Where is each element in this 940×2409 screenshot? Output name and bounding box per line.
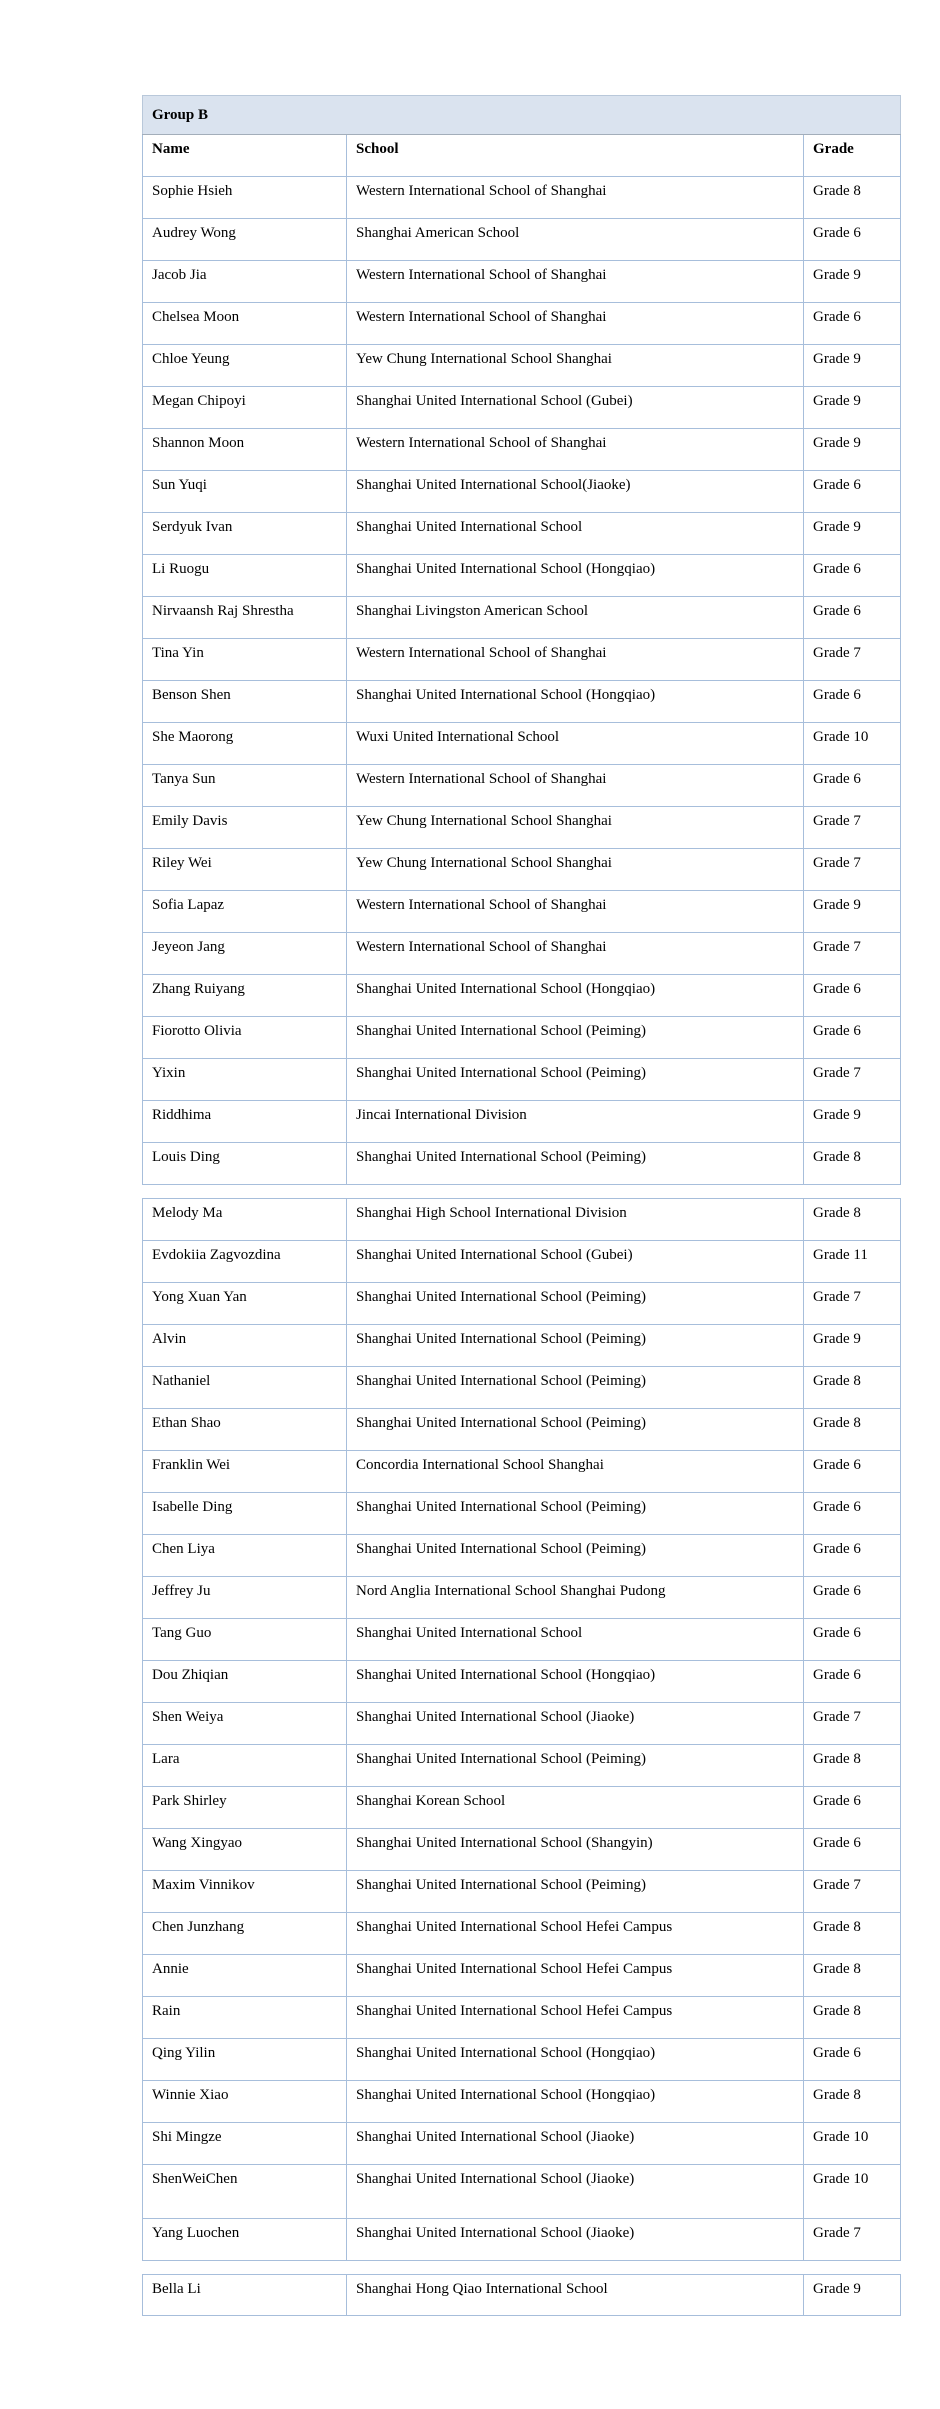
table-row	[143, 2165, 901, 2219]
school-cell: Yew Chung International School Shanghai	[347, 807, 804, 849]
grade-cell: Grade 8	[804, 1745, 901, 1787]
table-row	[143, 1745, 901, 1787]
table-row	[143, 1661, 901, 1703]
grade-cell: Grade 7	[804, 849, 901, 891]
group-b-table-part-1	[142, 95, 901, 1185]
name-cell: Li Ruogu	[143, 555, 347, 597]
grade-cell: Grade 6	[804, 471, 901, 513]
name-cell: Sofia Lapaz	[143, 891, 347, 933]
name-cell: Benson Shen	[143, 681, 347, 723]
school-cell: Western International School of Shanghai	[347, 933, 804, 975]
column-header-row	[143, 135, 901, 177]
grade-cell: Grade 9	[804, 1101, 901, 1143]
name-cell: Chloe Yeung	[143, 345, 347, 387]
grade-cell: Grade 6	[804, 303, 901, 345]
table-row	[143, 219, 901, 261]
table-row	[143, 891, 901, 933]
rows-part-3	[143, 2275, 901, 2316]
school-cell: Shanghai United International School (Hongqiao)	[347, 2081, 804, 2123]
name-cell: Riley Wei	[143, 849, 347, 891]
grade-cell: Grade 7	[804, 2219, 901, 2261]
name-cell: Park Shirley	[143, 1787, 347, 1829]
school-cell: Shanghai United International School (Peiming)	[347, 1059, 804, 1101]
school-cell: Western International School of Shanghai	[347, 639, 804, 681]
name-cell: Yixin	[143, 1059, 347, 1101]
column-header-school: School	[347, 135, 804, 177]
name-cell: Evdokiia Zagvozdina	[143, 1241, 347, 1283]
table-row	[143, 1535, 901, 1577]
group-b-table-area	[142, 95, 900, 2316]
name-cell: Shi Mingze	[143, 2123, 347, 2165]
school-cell: Shanghai Hong Qiao International School	[347, 2275, 804, 2316]
grade-cell: Grade 6	[804, 555, 901, 597]
table-row	[143, 1577, 901, 1619]
school-cell: Shanghai United International School (Jiaoke)	[347, 2219, 804, 2261]
table-row	[143, 471, 901, 513]
school-cell: Shanghai United International School	[347, 513, 804, 555]
school-cell: Shanghai United International School (Peiming)	[347, 1493, 804, 1535]
school-cell: Shanghai United International School (Peiming)	[347, 1367, 804, 1409]
table-row	[143, 2081, 901, 2123]
table-row	[143, 1017, 901, 1059]
name-cell: Shen Weiya	[143, 1703, 347, 1745]
school-cell: Shanghai United International School (Peiming)	[347, 1143, 804, 1185]
name-cell: Ethan Shao	[143, 1409, 347, 1451]
school-cell: Shanghai United International School (Hongqiao)	[347, 1661, 804, 1703]
grade-cell: Grade 6	[804, 1017, 901, 1059]
name-cell: Megan Chipoyi	[143, 387, 347, 429]
grade-cell: Grade 8	[804, 1997, 901, 2039]
table-row	[143, 1829, 901, 1871]
grade-cell: Grade 6	[804, 1829, 901, 1871]
school-cell: Shanghai United International School (Hongqiao)	[347, 975, 804, 1017]
name-cell: Tina Yin	[143, 639, 347, 681]
table-row	[143, 1325, 901, 1367]
grade-cell: Grade 8	[804, 177, 901, 219]
school-cell: Shanghai United International School (Shangyin)	[347, 1829, 804, 1871]
rows-part-2	[143, 1199, 901, 2261]
school-cell: Shanghai United International School (Peiming)	[347, 1325, 804, 1367]
grade-cell: Grade 6	[804, 765, 901, 807]
school-cell: Yew Chung International School Shanghai	[347, 849, 804, 891]
school-cell: Shanghai United International School(Jiaoke)	[347, 471, 804, 513]
name-cell: ShenWeiChen	[143, 2165, 347, 2219]
table-row	[143, 2219, 901, 2261]
grade-cell: Grade 9	[804, 261, 901, 303]
name-cell: Tanya Sun	[143, 765, 347, 807]
table-row	[143, 597, 901, 639]
group-title: Group B	[143, 96, 901, 135]
school-cell: Shanghai United International School (Hongqiao)	[347, 555, 804, 597]
grade-cell: Grade 10	[804, 723, 901, 765]
table-row	[143, 723, 901, 765]
school-cell: Concordia International School Shanghai	[347, 1451, 804, 1493]
school-cell: Wuxi United International School	[347, 723, 804, 765]
table-row	[143, 849, 901, 891]
name-cell: Emily Davis	[143, 807, 347, 849]
table-row	[143, 1367, 901, 1409]
grade-cell: Grade 7	[804, 807, 901, 849]
table-row	[143, 177, 901, 219]
school-cell: Shanghai United International School (Gubei)	[347, 387, 804, 429]
table-row	[143, 681, 901, 723]
name-cell: Qing Yilin	[143, 2039, 347, 2081]
name-cell: Serdyuk Ivan	[143, 513, 347, 555]
school-cell: Shanghai United International School (Peiming)	[347, 1871, 804, 1913]
name-cell: Shannon Moon	[143, 429, 347, 471]
school-cell: Western International School of Shanghai	[347, 261, 804, 303]
school-cell: Shanghai United International School (Gubei)	[347, 1241, 804, 1283]
school-cell: Shanghai United International School (Peiming)	[347, 1283, 804, 1325]
table-row	[143, 555, 901, 597]
grade-cell: Grade 6	[804, 1661, 901, 1703]
grade-cell: Grade 6	[804, 1619, 901, 1661]
grade-cell: Grade 6	[804, 2039, 901, 2081]
name-cell: Bella Li	[143, 2275, 347, 2316]
school-cell: Shanghai United International School (Hongqiao)	[347, 2039, 804, 2081]
name-cell: Dou Zhiqian	[143, 1661, 347, 1703]
grade-cell: Grade 7	[804, 639, 901, 681]
grade-cell: Grade 6	[804, 1787, 901, 1829]
name-cell: Melody Ma	[143, 1199, 347, 1241]
name-cell: Wang Xingyao	[143, 1829, 347, 1871]
table-row	[143, 1703, 901, 1745]
school-cell: Shanghai United International School	[347, 1619, 804, 1661]
school-cell: Western International School of Shanghai	[347, 303, 804, 345]
table-row	[143, 1997, 901, 2039]
table-row	[143, 429, 901, 471]
table-row	[143, 345, 901, 387]
school-cell: Shanghai United International School (Peiming)	[347, 1409, 804, 1451]
table-row	[143, 1913, 901, 1955]
table-row	[143, 1451, 901, 1493]
table-row	[143, 387, 901, 429]
grade-cell: Grade 6	[804, 681, 901, 723]
name-cell: Yang Luochen	[143, 2219, 347, 2261]
grade-cell: Grade 9	[804, 345, 901, 387]
name-cell: Winnie Xiao	[143, 2081, 347, 2123]
table-row	[143, 303, 901, 345]
school-cell: Shanghai United International School Hefei Campus	[347, 1955, 804, 1997]
name-cell: Jeffrey Ju	[143, 1577, 347, 1619]
name-cell: Lara	[143, 1745, 347, 1787]
name-cell: Jacob Jia	[143, 261, 347, 303]
table-row	[143, 261, 901, 303]
table-row	[143, 1871, 901, 1913]
name-cell: Chen Junzhang	[143, 1913, 347, 1955]
school-cell: Shanghai United International School Hefei Campus	[347, 1997, 804, 2039]
table-row	[143, 1059, 901, 1101]
grade-cell: Grade 8	[804, 1143, 901, 1185]
school-cell: Shanghai High School International Division	[347, 1199, 804, 1241]
grade-cell: Grade 9	[804, 429, 901, 471]
school-cell: Shanghai United International School (Hongqiao)	[347, 681, 804, 723]
grade-cell: Grade 7	[804, 1703, 901, 1745]
school-cell: Shanghai United International School (Peiming)	[347, 1535, 804, 1577]
name-cell: She Maorong	[143, 723, 347, 765]
grade-cell: Grade 7	[804, 933, 901, 975]
column-header-grade: Grade	[804, 135, 901, 177]
grade-cell: Grade 7	[804, 1871, 901, 1913]
table-row	[143, 1955, 901, 1997]
grade-cell: Grade 8	[804, 1199, 901, 1241]
name-cell: Annie	[143, 1955, 347, 1997]
grade-cell: Grade 6	[804, 1493, 901, 1535]
name-cell: Audrey Wong	[143, 219, 347, 261]
grade-cell: Grade 7	[804, 1283, 901, 1325]
school-cell: Jincai International Division	[347, 1101, 804, 1143]
grade-cell: Grade 6	[804, 975, 901, 1017]
table-row	[143, 1409, 901, 1451]
grade-cell: Grade 9	[804, 387, 901, 429]
school-cell: Shanghai United International School (Jiaoke)	[347, 2123, 804, 2165]
grade-cell: Grade 9	[804, 1325, 901, 1367]
table-row	[143, 1619, 901, 1661]
table-row	[143, 1101, 901, 1143]
name-cell: Fiorotto Olivia	[143, 1017, 347, 1059]
grade-cell: Grade 6	[804, 597, 901, 639]
grade-cell: Grade 8	[804, 1913, 901, 1955]
school-cell: Shanghai United International School (Jiaoke)	[347, 2165, 804, 2219]
grade-cell: Grade 9	[804, 891, 901, 933]
school-cell: Western International School of Shanghai	[347, 765, 804, 807]
grade-cell: Grade 8	[804, 2081, 901, 2123]
grade-cell: Grade 8	[804, 1409, 901, 1451]
table-row	[143, 975, 901, 1017]
group-title-row	[143, 96, 901, 135]
name-cell: Jeyeon Jang	[143, 933, 347, 975]
school-cell: Shanghai Korean School	[347, 1787, 804, 1829]
table-row	[143, 2039, 901, 2081]
grade-cell: Grade 8	[804, 1367, 901, 1409]
grade-cell: Grade 9	[804, 2275, 901, 2316]
grade-cell: Grade 9	[804, 513, 901, 555]
column-header-name: Name	[143, 135, 347, 177]
grade-cell: Grade 6	[804, 1535, 901, 1577]
table-row	[143, 933, 901, 975]
school-cell: Shanghai United International School (Peiming)	[347, 1745, 804, 1787]
school-cell: Nord Anglia International School Shanghai Pudong	[347, 1577, 804, 1619]
name-cell: Yong Xuan Yan	[143, 1283, 347, 1325]
school-cell: Shanghai United International School Hefei Campus	[347, 1913, 804, 1955]
grade-cell: Grade 6	[804, 1451, 901, 1493]
table-row	[143, 1787, 901, 1829]
name-cell: Sophie Hsieh	[143, 177, 347, 219]
table-row	[143, 1283, 901, 1325]
name-cell: Louis Ding	[143, 1143, 347, 1185]
table-row	[143, 1241, 901, 1283]
table-row	[143, 513, 901, 555]
grade-cell: Grade 11	[804, 1241, 901, 1283]
table-row	[143, 765, 901, 807]
name-cell: Tang Guo	[143, 1619, 347, 1661]
table-row	[143, 807, 901, 849]
school-cell: Western International School of Shanghai	[347, 429, 804, 471]
name-cell: Rain	[143, 1997, 347, 2039]
grade-cell: Grade 7	[804, 1059, 901, 1101]
name-cell: Chen Liya	[143, 1535, 347, 1577]
table-row	[143, 2123, 901, 2165]
table-row	[143, 2275, 901, 2316]
table-row	[143, 1199, 901, 1241]
school-cell: Western International School of Shanghai	[347, 177, 804, 219]
school-cell: Shanghai United International School (Peiming)	[347, 1017, 804, 1059]
table-row	[143, 1493, 901, 1535]
school-cell: Shanghai United International School (Jiaoke)	[347, 1703, 804, 1745]
name-cell: Nathaniel	[143, 1367, 347, 1409]
grade-cell: Grade 6	[804, 219, 901, 261]
name-cell: Nirvaansh Raj Shrestha	[143, 597, 347, 639]
name-cell: Riddhima	[143, 1101, 347, 1143]
name-cell: Maxim Vinnikov	[143, 1871, 347, 1913]
group-b-table-part-3	[142, 2274, 901, 2316]
school-cell: Shanghai American School	[347, 219, 804, 261]
name-cell: Alvin	[143, 1325, 347, 1367]
school-cell: Shanghai Livingston American School	[347, 597, 804, 639]
grade-cell: Grade 10	[804, 2165, 901, 2219]
grade-cell: Grade 10	[804, 2123, 901, 2165]
name-cell: Zhang Ruiyang	[143, 975, 347, 1017]
school-cell: Yew Chung International School Shanghai	[347, 345, 804, 387]
grade-cell: Grade 6	[804, 1577, 901, 1619]
name-cell: Isabelle Ding	[143, 1493, 347, 1535]
name-cell: Chelsea Moon	[143, 303, 347, 345]
table-row	[143, 639, 901, 681]
rows-part-1	[143, 177, 901, 1185]
grade-cell: Grade 8	[804, 1955, 901, 1997]
group-b-table-part-2	[142, 1198, 901, 2261]
table-row	[143, 1143, 901, 1185]
name-cell: Sun Yuqi	[143, 471, 347, 513]
school-cell: Western International School of Shanghai	[347, 891, 804, 933]
name-cell: Franklin Wei	[143, 1451, 347, 1493]
